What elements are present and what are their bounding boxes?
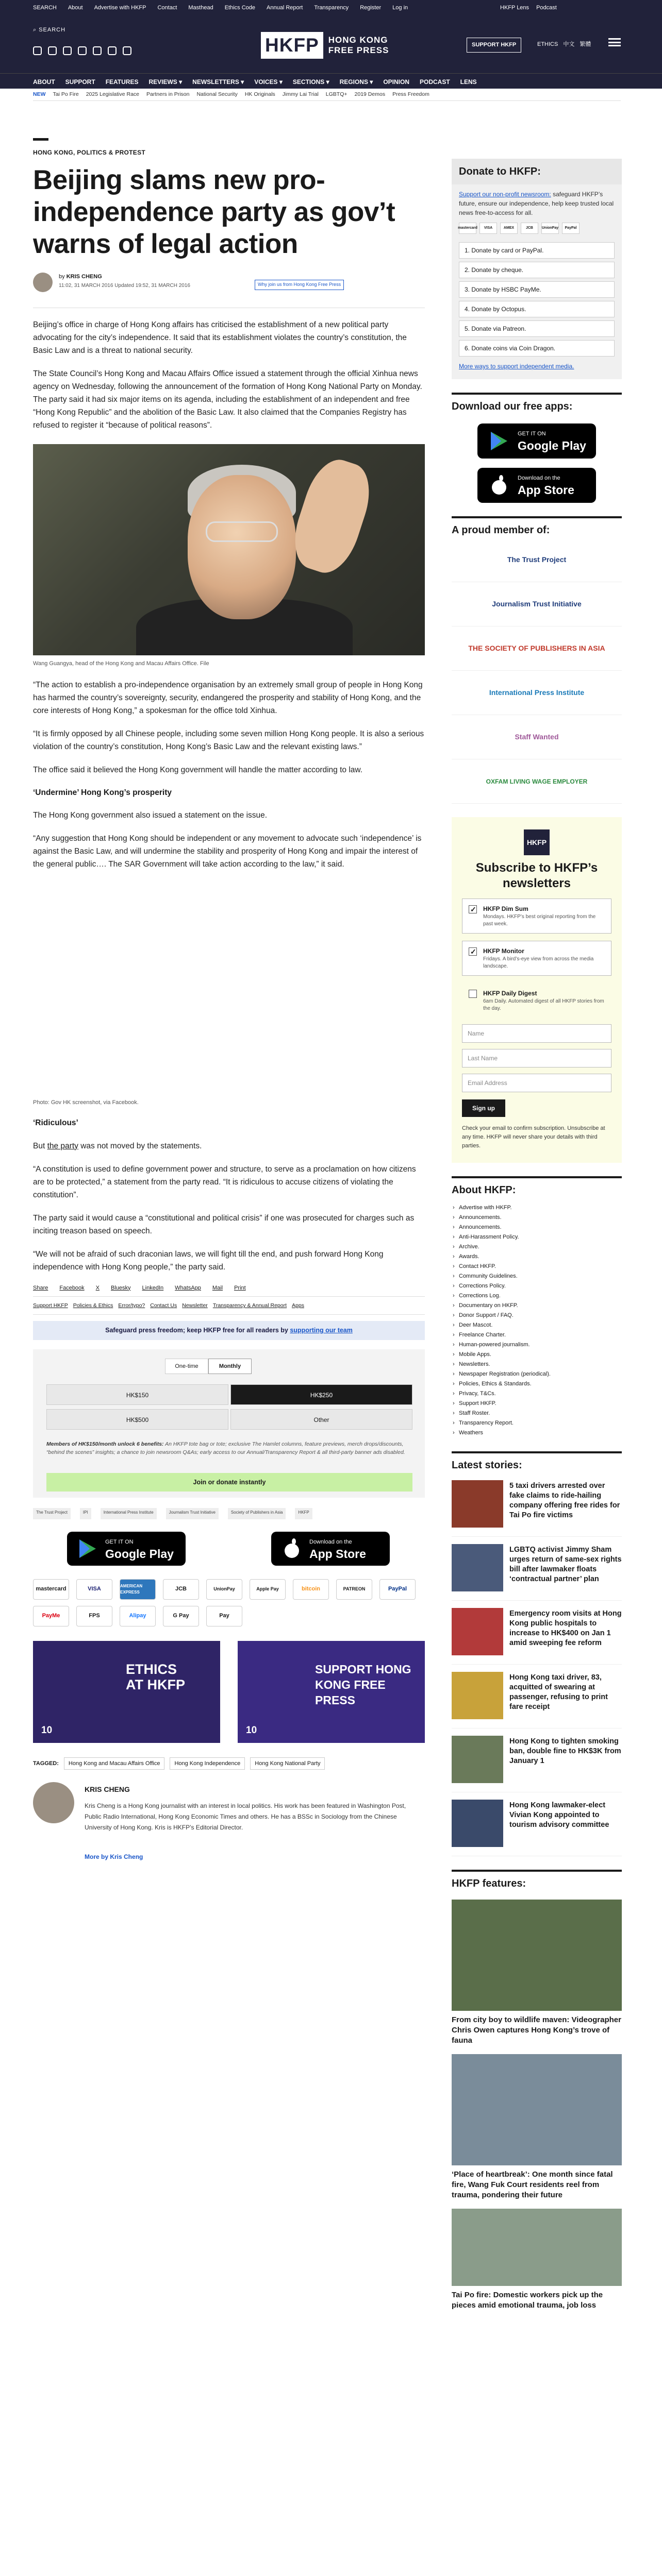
logo-line-2: FREE PRESS <box>328 45 389 55</box>
partner-logo: Journalism Trust Initiative <box>166 1508 219 1519</box>
newsletter-desc: Fridays. A bird’s-eye view from across the media landscape. <box>483 956 594 969</box>
trending-link[interactable]: National Security <box>196 91 238 97</box>
promo-number: 10 <box>41 1724 53 1736</box>
hamburger-menu-icon[interactable] <box>608 38 621 46</box>
fps-icon[interactable]: FPS <box>76 1606 112 1626</box>
google-play-button[interactable] <box>477 423 596 459</box>
widget-title: A proud member of: <box>452 516 622 538</box>
support-hkfp-button[interactable]: SUPPORT HKFP <box>467 38 521 53</box>
social-icons <box>33 46 131 55</box>
about-link[interactable]: › Support HKFP. <box>452 1399 622 1409</box>
share-mail[interactable]: Mail <box>212 1284 223 1291</box>
donate-option[interactable]: 2. Donate by cheque. <box>459 262 615 278</box>
nav-item[interactable]: ABOUT <box>33 78 55 86</box>
story-thumbnail <box>452 1544 503 1591</box>
trending-link[interactable]: Jimmy Lai Trial <box>282 91 319 97</box>
share-facebook[interactable]: Facebook <box>59 1284 85 1291</box>
apps-widget <box>452 393 622 503</box>
patreon-icon[interactable]: PATREON <box>336 1579 372 1600</box>
nav-item[interactable]: PODCAST <box>419 78 450 86</box>
newsletter-option[interactable] <box>462 941 611 976</box>
visa-icon[interactable]: VISA <box>76 1579 112 1600</box>
nav-item[interactable]: REVIEWS ▾ <box>148 78 183 86</box>
about-link[interactable]: › Corrections Policy. <box>452 1281 622 1291</box>
tags-label: TAGGED: <box>33 1760 59 1767</box>
about-link[interactable]: › Announcements. <box>452 1223 622 1232</box>
about-widget <box>452 1176 622 1438</box>
about-link[interactable]: › Freelance Charter. <box>452 1330 622 1340</box>
top-link[interactable]: Log in <box>392 5 408 11</box>
story-title: LGBTQ activist Jimmy Sham urges return of same-sex rights bill after lawmaker floats ‘contractual partner’ plan <box>509 1546 622 1583</box>
article-dates: 11:02, 31 MARCH 2016 Updated 19:52, 31 MARCH 2016 <box>59 283 190 289</box>
embedded-video[interactable] <box>33 883 425 1094</box>
lang-link-trad[interactable]: 繁體 <box>580 41 591 47</box>
share-x[interactable]: X <box>95 1284 100 1291</box>
tag-link[interactable]: Hong Kong and Macau Affairs Office <box>64 1757 165 1770</box>
author-avatar[interactable] <box>33 273 53 292</box>
share-print[interactable]: Print <box>234 1284 246 1291</box>
share-bluesky[interactable]: Bluesky <box>111 1284 131 1291</box>
feature-title: Tai Po fire: Domestic workers pick up the pieces amid emotional trauma, job loss <box>452 2291 603 2310</box>
photo-figure <box>206 521 278 542</box>
nav-item[interactable]: SUPPORT <box>65 78 95 86</box>
latest-story[interactable] <box>452 1608 622 1665</box>
top-link[interactable]: Contact <box>157 5 177 11</box>
benefits-text: An HKFP tote bag or tote; exclusive The Hamlet columns, feature previews, merch drops/discounts, “behind the scenes” insights; a chance to join newsroom Q&As; early access to our Annual/Transparency Report & all third-party banner ads disabled. <box>46 1440 405 1455</box>
sidebar <box>452 138 622 2324</box>
article-headline: Beijing slams new pro-independence party as gov’t warns of legal action <box>33 165 395 259</box>
support-links <box>33 1302 425 1315</box>
frequency-toggle <box>165 1359 252 1374</box>
instagram-icon[interactable] <box>63 46 72 55</box>
feature-story[interactable] <box>452 2209 622 2311</box>
feature-image <box>452 2209 622 2286</box>
paypal-icon: PayPal <box>562 223 580 234</box>
checkbox-checked[interactable] <box>469 947 477 956</box>
store-line2: App Store <box>518 483 574 497</box>
author-name[interactable]: KRIS CHENG <box>85 1785 130 1793</box>
byline <box>33 273 425 295</box>
tag-link[interactable]: Hong Kong National Party <box>250 1757 325 1770</box>
google-news-button[interactable]: Why join us from Hong Kong Free Press <box>255 280 344 290</box>
youtube-icon[interactable] <box>93 46 102 55</box>
member-logo[interactable] <box>452 582 622 626</box>
top-link[interactable]: Register <box>360 5 382 11</box>
story-title: Hong Kong to tighten smoking ban, double fine to HK$3K from January 1 <box>509 1737 621 1765</box>
support-link[interactable]: Contact Us <box>150 1302 177 1309</box>
support-link[interactable]: Transparency & Annual Report <box>212 1302 287 1309</box>
latest-story[interactable] <box>452 1480 622 1537</box>
features-widget <box>452 1870 622 2311</box>
support-promo-card[interactable] <box>238 1641 425 1743</box>
amount-option-other[interactable]: Other <box>230 1409 412 1430</box>
ethics-link[interactable]: ETHICS <box>537 41 558 47</box>
member-name: The Trust Project <box>507 555 567 564</box>
monthly-tab[interactable]: Monthly <box>208 1359 252 1374</box>
about-link[interactable]: › Policies, Ethics & Standards. <box>452 1379 622 1389</box>
feature-title: ‘Place of heartbreak’: One month since fatal fire, Wang Fuk Court residents reel from trauma, pondering their future <box>452 2170 613 2199</box>
search-icon: ⌕ <box>33 27 39 33</box>
safeguard-banner <box>33 1321 425 1340</box>
feature-story[interactable] <box>452 2054 622 2200</box>
feature-title: From city boy to wildlife maven: Videographer Chris Owen captures Hong Kong’s trove of fauna <box>452 2015 621 2045</box>
promo-cards <box>33 1641 425 1743</box>
story-thumbnail <box>452 1736 503 1783</box>
byline-author <box>59 273 102 281</box>
story-title: Emergency room visits at Hong Kong public hospitals to increase to HK$400 on Jan 1 amid sweeping fee reform <box>509 1609 622 1647</box>
checkbox-checked[interactable] <box>469 905 477 913</box>
paragraph: “A constitution is used to define government power and structure, to serve as a proclamation on how citizens are to be protected,” a statement from the party read. “It is ridiculous to accuse citizens of violating the constitution”. <box>33 1164 416 1199</box>
promo-title: SUPPORT HONG KONG FREE PRESS <box>315 1662 411 1707</box>
widget-title: Latest stories: <box>452 1451 622 1473</box>
member-name: Journalism Trust Initiative <box>492 600 582 608</box>
donate-intro-text: safeguard HKFP’s future, ensure our independence, help keep trusted local news free-to-access for all. <box>459 191 614 216</box>
widget-title: HKFP features: <box>452 1870 622 1891</box>
donate-form <box>33 1349 425 1498</box>
membership-benefits <box>46 1440 412 1456</box>
share-whatsapp[interactable]: WhatsApp <box>175 1284 201 1291</box>
paragraph: Beijing’s office in charge of Hong Kong affairs has criticised the establishment of a new political party advocating for the city’s independence. It said that its establishment violates the country’s constitution, the Basic Law and is a threat to national security. <box>33 320 407 355</box>
nav-item[interactable]: SECTIONS ▾ <box>292 78 329 86</box>
about-link[interactable]: › Advertise with HKFP. <box>452 1203 622 1213</box>
newsletter-title: Subscribe to HKFP’s newsletters <box>475 861 598 890</box>
store-line2: Google Play <box>518 439 586 452</box>
store-line1: GET IT ON <box>518 431 546 437</box>
feature-story[interactable] <box>452 1900 622 2046</box>
member-name: THE SOCIETY OF PUBLISHERS IN ASIA <box>468 644 605 652</box>
byline-prefix: by <box>59 274 67 280</box>
threads-icon[interactable] <box>78 46 87 55</box>
member-logo[interactable] <box>452 538 622 582</box>
donate-intro <box>452 184 622 217</box>
paragraph: “The action to establish a pro-independence organisation by an extremely small group of people in Hong Kong has harmed the country’s sovereignty, security, endangered the prosperity and stability of Hong Kong, and the core interests of Hong Kong,” a spokesman for the office told Xinhua. <box>33 680 423 715</box>
support-link[interactable]: Policies & Ethics <box>73 1302 113 1309</box>
trending-link[interactable]: LGBTQ+ <box>325 91 347 97</box>
support-link[interactable]: Apps <box>292 1302 304 1309</box>
bitcoin-icon[interactable]: bitcoin <box>293 1579 329 1600</box>
donate-option[interactable]: 5. Donate via Patreon. <box>459 320 615 337</box>
nav-item[interactable]: NEWSLETTERS ▾ <box>192 78 244 86</box>
email-field[interactable]: Email Address <box>462 1074 611 1092</box>
top-link[interactable]: Annual Report <box>267 5 303 11</box>
photo-figure <box>285 453 379 580</box>
telegram-icon[interactable] <box>108 46 117 55</box>
about-link[interactable]: › Announcements. <box>452 1213 622 1223</box>
paragraph: “It is firmly opposed by all Chinese people, including some seven million Hong Kong people. It is also a serious violation of the country’s constitution, Hong Kong’s Basic Law and the relevant existing laws.” <box>33 729 424 751</box>
mastercard-icon[interactable]: mastercard <box>33 1579 69 1600</box>
top-strip <box>0 0 662 15</box>
donate-intro-link[interactable]: Support our non-profit newsroom: <box>459 191 551 198</box>
newsletter-name: HKFP Daily Digest <box>483 990 537 997</box>
story-title: Hong Kong taxi driver, 83, acquitted of swearing at passenger, refusing to print fare receipt <box>509 1673 608 1711</box>
member-logo[interactable] <box>452 626 622 671</box>
app-store-button[interactable] <box>271 1532 390 1566</box>
about-link[interactable]: › Donor Support / FAQ. <box>452 1311 622 1320</box>
alipay-icon[interactable]: Alipay <box>120 1606 156 1626</box>
latest-story[interactable] <box>452 1544 622 1601</box>
latest-story[interactable] <box>452 1800 622 1856</box>
about-link[interactable]: › Weathers <box>452 1428 622 1438</box>
subheading: ‘Ridiculous’ <box>33 1118 78 1128</box>
visa-icon: VISA <box>479 223 497 234</box>
paragraph: The State Council’s Hong Kong and Macau Affairs Office issued a statement through the official Xinhua news agency on Wednesday, following the announcement of the formation of Hong Kong National Party on Monday. The party said it had six major items on its agenda, including the establishment of an independent and free “Hong Kong Republic” and the abolition of the Basic Law. It also claimed that the Companies Registry has refused to register it “because of political reasons”. <box>33 369 422 430</box>
newsletter-footnote: Check your email to confirm subscription. Unsubscribe at any time. HKFP will never share your details with third parties. <box>462 1125 605 1149</box>
article <box>33 138 425 1895</box>
apple-icon <box>490 475 508 496</box>
google-play-button[interactable] <box>67 1532 186 1566</box>
party-link[interactable]: the party <box>47 1141 78 1150</box>
store-line1: GET IT ON <box>105 1538 134 1545</box>
member-widget <box>452 516 622 804</box>
member-logo[interactable] <box>452 715 622 759</box>
newsletter-option[interactable] <box>462 899 611 934</box>
payment-icons <box>33 1579 425 1626</box>
nav-item[interactable]: LENS <box>460 78 477 86</box>
jcb-icon[interactable]: JCB <box>163 1579 199 1600</box>
paragraph: The party said it would cause a “constitutional and political crisis” if one was prosecuted for charges such as inciting treason based on speech. <box>33 1213 415 1235</box>
member-name: Staff Wanted <box>515 733 559 741</box>
checkbox[interactable] <box>469 990 477 998</box>
partner-logos <box>33 1507 425 1520</box>
tags <box>33 1757 425 1770</box>
support-link[interactable]: Newsletter <box>182 1302 208 1309</box>
jcb-icon: JCB <box>521 223 538 234</box>
nav-item[interactable]: FEATURES <box>105 78 139 86</box>
about-link[interactable]: › Awards. <box>452 1252 622 1262</box>
about-link[interactable]: › Mobile Apps. <box>452 1350 622 1360</box>
share-link[interactable]: Share <box>33 1284 48 1291</box>
payme-icon[interactable]: PayMe <box>33 1606 69 1626</box>
about-link[interactable]: › Staff Roster. <box>452 1409 622 1418</box>
partner-logo: The Trust Project <box>33 1508 71 1519</box>
site-header <box>0 15 662 73</box>
member-logo[interactable] <box>452 759 622 804</box>
top-link[interactable]: Ethics Code <box>224 5 256 11</box>
newsletter-option[interactable] <box>462 983 611 1018</box>
about-link[interactable]: › Newspaper Registration (periodical). <box>452 1369 622 1379</box>
google-play-icon <box>490 431 508 451</box>
story-title: 5 taxi drivers arrested over fake claims to ride-hailing company offering free rides for Tai Po fire victims <box>509 1482 620 1519</box>
trending-link[interactable]: Partners in Prison <box>146 91 190 97</box>
about-list <box>452 1203 622 1438</box>
partner-logo: Society of Publishers in Asia <box>228 1508 286 1519</box>
google-pay-icon[interactable]: G Pay <box>163 1606 199 1626</box>
one-time-tab[interactable]: One-time <box>165 1359 208 1374</box>
amount-option[interactable]: HK$150 <box>46 1384 228 1405</box>
unionpay-icon[interactable]: UnionPay <box>206 1579 242 1600</box>
about-link[interactable]: › Newsletters. <box>452 1360 622 1369</box>
logo-text <box>328 35 389 56</box>
newsletter-desc: Mondays. HKFP’s best original reporting from the past week. <box>483 914 596 927</box>
article-photo[interactable] <box>33 444 425 655</box>
site-logo[interactable] <box>261 32 389 59</box>
x-icon[interactable] <box>48 46 57 55</box>
support-link[interactable]: Support HKFP <box>33 1302 68 1309</box>
paragraph: “We will not be afraid of such draconian laws, we will fight till the end, and push forward Hong Kong independence with Hong Kong people,” the party said. <box>33 1249 384 1272</box>
about-link[interactable]: › Corrections Log. <box>452 1291 622 1301</box>
newsletter-desc: 6am Daily. Automated digest of all HKFP stories from the day. <box>483 998 604 1011</box>
author-bio: Kris Cheng is a Hong Kong journalist with an interest in local politics. His work has been featured in Washington Post, Public Radio International, Hong Kong Economic Times and others. He has a BSSc in Sociology from the Chinese University of Hong Kong. Kris is HKFP’s Editorial Director. <box>85 1802 406 1831</box>
amount-option-selected[interactable]: HK$250 <box>230 1384 412 1405</box>
trending-bar <box>33 89 621 101</box>
paragraph: “Any suggestion that Hong Kong should be independent or any movement to advocate such ‘independence’ is against the Basic Law, and will undermine the stability and prosperity of Hong Kong and impair the interest of the general public…. The SAR Government will take action according to the law,” it said. <box>33 834 422 869</box>
photo-caption: Wang Guangya, head of the Hong Kong and Macau Affairs Office. File <box>33 660 209 667</box>
last-name-field[interactable]: Last Name <box>462 1049 611 1067</box>
paragraph: The office said it believed the Hong Kong government will handle the matter according to law. <box>33 765 363 774</box>
newsletter-name: HKFP Dim Sum <box>483 905 528 912</box>
member-name: International Press Institute <box>489 688 585 697</box>
more-by-author-link[interactable]: More by Kris Cheng <box>85 1853 143 1860</box>
partner-logo: IPI <box>80 1508 91 1519</box>
support-link[interactable]: Error/typo? <box>118 1302 145 1309</box>
story-thumbnail <box>452 1480 503 1528</box>
paragraph: The Hong Kong government also issued a statement on the issue. <box>33 810 268 820</box>
amex-icon: AMEX <box>500 223 518 234</box>
author-avatar[interactable] <box>33 1782 74 1823</box>
about-link[interactable]: › Anti-Harassment Policy. <box>452 1232 622 1242</box>
donate-option[interactable]: 1. Donate by card or PayPal. <box>459 242 615 259</box>
text: was not moved by the statements. <box>78 1141 202 1150</box>
sign-up-button[interactable]: Sign up <box>462 1099 505 1117</box>
partner-logo: HKFP <box>295 1508 312 1519</box>
nav-item[interactable]: VOICES ▾ <box>254 78 283 86</box>
photo-figure <box>188 475 296 619</box>
newsletter-logo: HKFP <box>524 829 550 855</box>
latest-story[interactable] <box>452 1736 622 1792</box>
amex-icon[interactable]: AMERICAN EXPRESS <box>120 1579 156 1600</box>
benefits-lead: Members of HK$150/month unlock 6 benefits: <box>46 1440 164 1447</box>
unionpay-icon: UnionPay <box>541 223 559 234</box>
supporting-team-link[interactable]: supporting our team <box>290 1326 353 1334</box>
top-right-link[interactable]: HKFP Lens <box>500 5 529 11</box>
feature-image <box>452 2054 622 2165</box>
promo-number: 10 <box>246 1724 257 1736</box>
mastercard-icon: mastercard <box>459 223 476 234</box>
tag-link[interactable]: Hong Kong Independence <box>170 1757 245 1770</box>
top-link[interactable]: Transparency <box>314 5 349 11</box>
story-thumbnail <box>452 1672 503 1719</box>
about-link[interactable]: › Deer Mascot. <box>452 1320 622 1330</box>
nav-item[interactable]: REGIONS ▾ <box>339 78 373 86</box>
safeguard-text: Safeguard press freedom; keep HKFP free for all readers by <box>105 1326 290 1334</box>
member-logo[interactable] <box>452 671 622 715</box>
about-link[interactable]: › Contact HKFP. <box>452 1262 622 1272</box>
pay-icon[interactable]: Pay <box>206 1606 242 1626</box>
top-link[interactable]: About <box>68 5 83 11</box>
trending-link[interactable]: 2025 Legislative Race <box>86 91 140 97</box>
donate-option[interactable]: 4. Donate by Octopus. <box>459 301 615 317</box>
ethics-promo-card[interactable] <box>33 1641 220 1743</box>
about-link[interactable]: › Documentary on HKFP. <box>452 1301 622 1311</box>
newsletter-name: HKFP Monitor <box>483 947 524 955</box>
share-bar <box>33 1284 425 1297</box>
trending-link[interactable]: HK Originals <box>244 91 275 97</box>
nav-item[interactable]: OPINION <box>383 78 409 86</box>
trending-link[interactable]: Tai Po Fire <box>53 91 79 97</box>
donate-option[interactable]: 6. Donate coins via Coin Dragon. <box>459 340 615 357</box>
story-thumbnail <box>452 1800 503 1847</box>
trending-link[interactable]: 2019 Demos <box>354 91 386 97</box>
latest-widget <box>452 1451 622 1856</box>
member-name: OXFAM LIVING WAGE EMPLOYER <box>486 777 588 785</box>
facebook-icon[interactable] <box>33 46 42 55</box>
promo-title: ETHICS AT HKFP <box>126 1661 185 1692</box>
logo-line-1: HONG KONG <box>328 35 388 45</box>
store-line2: App Store <box>309 1547 366 1561</box>
widget-title: About HKFP: <box>452 1176 622 1198</box>
author-link[interactable]: KRIS CHENG <box>66 274 102 280</box>
google-play-icon <box>78 1538 97 1559</box>
feature-image <box>452 1900 622 2011</box>
donate-widget <box>452 159 622 379</box>
subheading: ‘Undermine’ Hong Kong’s prosperity <box>33 788 172 797</box>
apple-icon <box>283 1538 301 1559</box>
widget-title: Donate to HKFP: <box>452 159 622 184</box>
header-search[interactable] <box>33 26 65 35</box>
about-link[interactable]: › Privacy, T&Cs. <box>452 1389 622 1399</box>
story-thumbnail <box>452 1608 503 1655</box>
about-link[interactable]: › Human-powered journalism. <box>452 1340 622 1350</box>
logo-mark: HKFP <box>261 32 323 59</box>
top-right-link[interactable]: Podcast <box>536 5 557 11</box>
name-field[interactable]: Name <box>462 1024 611 1043</box>
share-linkedin[interactable]: LinkedIn <box>142 1284 164 1291</box>
email-icon[interactable] <box>123 46 131 55</box>
top-link[interactable]: Masthead <box>188 5 213 11</box>
store-line1: Download on the <box>309 1538 352 1545</box>
main-nav <box>0 73 662 89</box>
language-links <box>537 40 591 49</box>
paragraph <box>33 1140 425 1153</box>
widget-title: Download our free apps: <box>452 393 622 414</box>
store-line2: Google Play <box>105 1547 174 1561</box>
paypal-icon[interactable]: PayPal <box>379 1579 416 1600</box>
join-donate-button[interactable]: Join or donate instantly <box>46 1473 412 1492</box>
newsletter-widget <box>452 817 622 1163</box>
lang-link-zh[interactable]: 中文 <box>563 41 575 47</box>
apple-pay-icon[interactable]: Apple Pay <box>250 1579 286 1600</box>
text: But <box>33 1141 47 1150</box>
more-ways-link[interactable]: More ways to support independent media. <box>459 363 574 370</box>
author-box <box>33 1782 425 1895</box>
app-store-buttons <box>33 1532 425 1568</box>
video-caption: Photo: Gov HK screenshot, via Facebook. <box>33 1099 139 1106</box>
story-title: Hong Kong lawmaker-elect Vivian Kong appointed to tourism advisory committee <box>509 1801 609 1829</box>
amount-option[interactable]: HK$500 <box>46 1409 228 1430</box>
search-label: SEARCH <box>39 27 66 33</box>
about-link[interactable]: › Transparency Report. <box>452 1418 622 1428</box>
trending-link[interactable]: Press Freedom <box>392 91 429 97</box>
about-link[interactable]: › Community Guidelines. <box>452 1272 622 1281</box>
partner-logo: International Press Institute <box>101 1508 157 1519</box>
top-search-link[interactable]: SEARCH <box>33 5 57 11</box>
new-badge: NEW <box>33 91 46 97</box>
article-category[interactable]: HONG KONG, POLITICS & PROTEST <box>33 138 48 157</box>
app-store-button[interactable] <box>477 468 596 503</box>
store-line1: Download on the <box>518 475 560 481</box>
latest-story[interactable] <box>452 1672 622 1728</box>
about-link[interactable]: › Archive. <box>452 1242 622 1252</box>
donate-option[interactable]: 3. Donate by HSBC PayMe. <box>459 281 615 298</box>
card-icons <box>452 217 622 239</box>
top-link[interactable]: Advertise with HKFP <box>94 5 146 11</box>
